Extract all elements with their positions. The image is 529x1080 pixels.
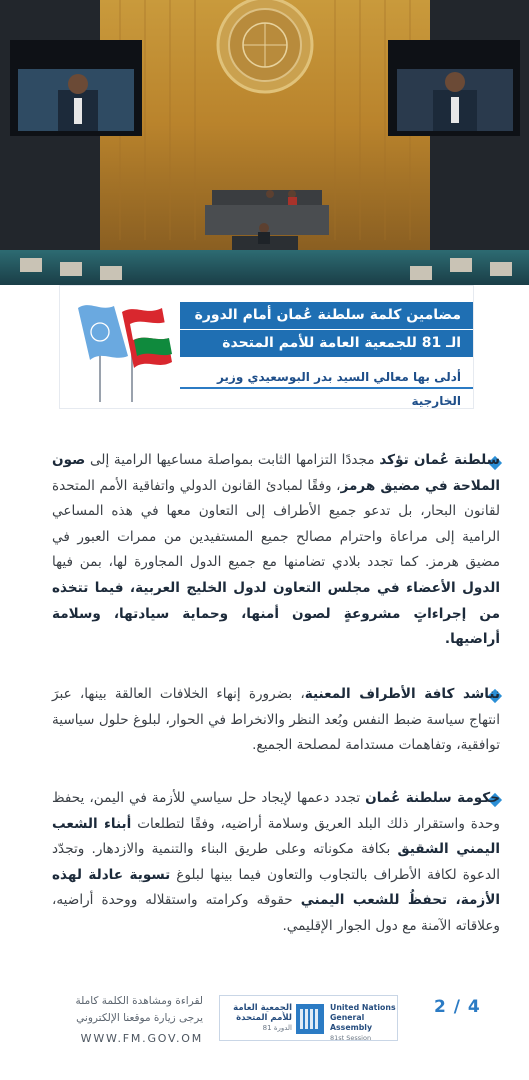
banner-title-line1: مضامين كلمة سلطنة عُمان أمام الدورة	[180, 302, 473, 329]
un-en-session: 81st Session	[330, 1034, 372, 1042]
un-en-line2: General Assembly	[330, 1013, 373, 1032]
un-emblem-icon	[218, 0, 312, 92]
website-link[interactable]: WWW.FM.GOV.OM	[80, 1032, 203, 1045]
assembly-hall-photo	[0, 0, 529, 285]
banner-title-line2: الـ 81 للجمعية العامة للأمم المتحدة	[180, 330, 473, 357]
un-ar-line2: للأمم المتحدة	[236, 1013, 292, 1023]
footer	[0, 985, 529, 1080]
un-general-assembly-logo	[219, 995, 398, 1041]
flags-illustration	[70, 290, 180, 404]
un-en-line1: United Nations	[330, 1003, 396, 1012]
read-line2: يرجى زيارة موقعنا الإلكتروني	[76, 1012, 203, 1024]
banner-subtitle: أدلى بها معالي السيد بدر البوسعيدي وزير الخارجية	[180, 365, 473, 389]
ga-building-icon	[296, 1004, 324, 1034]
paragraph-yemen: حكومة سلطنة عُمان تجدد دعمها لإيجاد حل سياسي للأزمة في اليمن، يحفظ وحدة واستقرار ذلك البلد العريق وسلامة أراضيه، وفقًا لتطلعات أبناء الشعب اليمني الشقيق بكافة مكوناته وعلى طريق البناء والتنمية والازدهار. وتجدّد الدعوة لكافة الأطراف بالتجاوب والتعاون فيما بينها لبلوغ تسوية عادلة لهذه الأزمة، تحفظُ للشعب اليمني حقوقه وكرامته واستقلاله ووحدة أراضيه، وعلاقاته الآمنة مع دول الجوار الإقليمي.	[52, 790, 500, 934]
un-ar-session: الدورة 81	[262, 1024, 292, 1032]
page-indicator: 2 / 4	[434, 997, 481, 1017]
un-flag-icon	[78, 305, 128, 402]
read-line1: لقراءة ومشاهدة الكلمة كاملة	[75, 995, 203, 1007]
paragraph-parties: نناشد كافة الأطراف المعنية، بضرورة إنهاء الخلافات العالقة بينها، عبرَ انتهاج سياسة ضبط النفس وبُعد النظر والانخراط في الحوار، لبلوغ حلول سياسية توافقية، وتفاهمات مستدامة لمصلحة الجميع.	[52, 686, 500, 754]
paragraph-hormuz: سلطنة عُمان تؤكد مجددًا التزامها الثابت بمواصلة مساعيها الرامية إلى صون الملاحة في مضيق هرمز، وفقًا لمبادئ القانون الدولي واتفاقية الأمم المتحدة لقانون البحار، بل تدعو جميع الأطراف إلى التعاون معها في هذه المساعي الرامية إلى مراعاة واحترام مصالح جميع المستفيدين من ممرات العبور في مضيق هرمز. كما تجدد بلادي تضامنها مع جميع الدول المجاورة لها، بمن فيها الدول الأعضاء في مجلس التعاون لدول الخليج العربية، فيما تتخذه من إجراءاتٍ مشروعةٍ لصون أمنها، وحماية سيادتها، وسلامة أراضيها.	[52, 452, 500, 648]
oman-flag-icon	[122, 308, 172, 402]
speech-banner	[60, 286, 473, 408]
website-callout	[56, 993, 203, 1047]
un-ar-line1: الجمعية العامة	[233, 1003, 292, 1013]
